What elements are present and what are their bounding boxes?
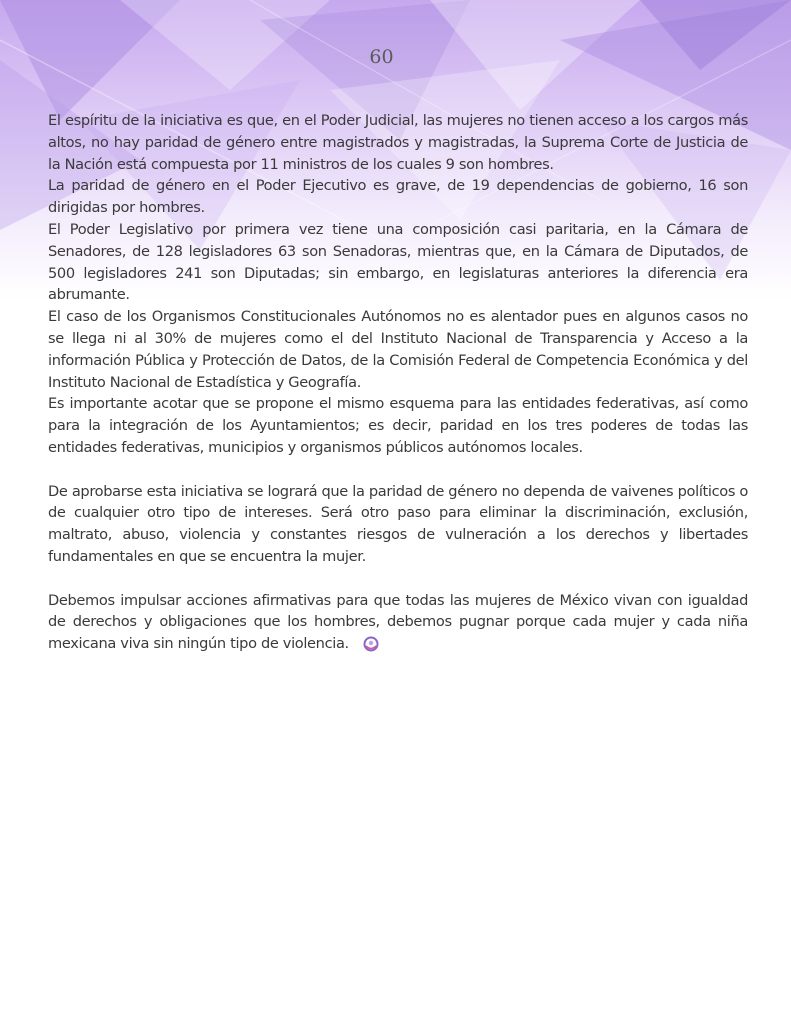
paragraph: El caso de los Organismos Constitucionales Autónomos no es alentador pues en algunos casos no se llega ni al 30% de mujeres como el del Instituto Nacional de Transparencia y Acceso a la información Pública y Protección de Datos, de la Comisión Federal de Competencia Económica y del Instituto Nacional de Estadística y Geografía. <box>48 308 748 391</box>
paragraph: De aprobarse esta iniciativa se logrará que la paridad de género no dependa de vaivenes políticos o de cualquier otro tipo de intereses. Será otro paso para eliminar la discriminación, exclusión, maltrato, abuso, violencia y constantes riesgos de vulneración a los derechos y libertades fundamentales en que se encuentra la mujer. <box>48 482 748 565</box>
paragraph-final <box>48 590 748 655</box>
paragraph: La paridad de género en el Poder Ejecutivo es grave, de 19 dependencias de gobierno, 16 son dirigidas por hombres. <box>48 177 748 217</box>
body-text <box>48 110 748 655</box>
paragraph: Es importante acotar que se propone el mismo esquema para las entidades federativas, así como para la integración de los Ayuntamientos; es decir, paridad en los tres poderes de todas las entidades federativas, municipios y organismos públicos autónomos locales. <box>48 395 748 456</box>
page-number: 60 <box>369 46 394 68</box>
paragraph: El espíritu de la iniciativa es que, en el Poder Judicial, las mujeres no tienen acceso a los cargos más altos, no hay paridad de género entre magistrados y magistradas, la Suprema Corte de Justicia de la Nación está compuesta por 11 ministros de los cuales 9 son hombres. <box>48 112 748 173</box>
circular-logo-icon <box>363 636 379 652</box>
paragraph-text: Debemos impulsar acciones afirmativas para que todas las mujeres de México vivan con igualdad de derechos y obligaciones que los hombres, debemos pugnar porque cada mujer y cada niña mexicana viva sin ningún tipo de violencia. <box>48 591 748 653</box>
paragraph: El Poder Legislativo por primera vez tiene una composición casi paritaria, en la Cámara de Senadores, de 128 legisladores 63 son Senadoras, mientras que, en la Cámara de Diputados, de 500 legisladores 241 son Diputadas; sin embargo, en legislaturas anteriores la diferencia era abrumante. <box>48 220 748 304</box>
